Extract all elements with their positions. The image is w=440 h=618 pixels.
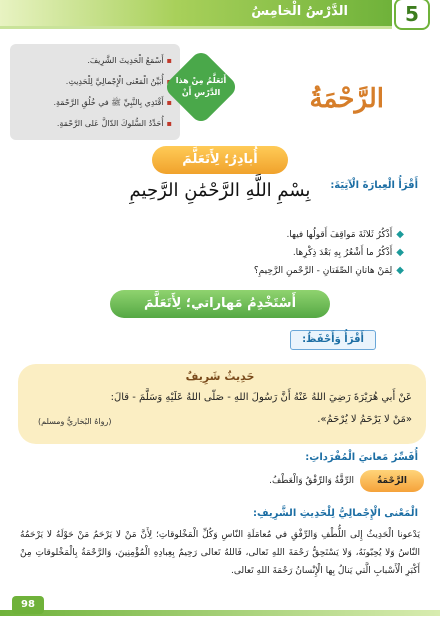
vocab-heading: أُفَسِّرُ مَعانيَ الْمُفْرَداتِ: — [305, 452, 418, 463]
diamond-bullet-icon: ◆ — [396, 265, 404, 276]
bullet-icon: ▪ — [166, 119, 172, 128]
read-memorize-tag: أَقْرَأُ وَأَحْفَظُ: — [290, 330, 376, 350]
hadith-source: (رواهُ البُخاريُّ ومسلم) — [38, 417, 112, 426]
diamond-bullet-icon: ◆ — [396, 229, 404, 240]
vocab-word: الرَّحْمَةُ — [360, 470, 424, 492]
bullet-icon: ▪ — [166, 98, 172, 107]
hadith-narration: عَنْ أَبي هُرَيْرَةَ رَضِيَ اللهُ عَنْهُ أَنَّ رَسُولَ اللهِ - صَلّى اللهُ عَلَيْهِ وَسَلَّمَ - قالَ: — [110, 392, 412, 403]
question-item: ◆لِمَنْ هاتانِ الصِّفَتانِ - الرَّحْمنِ الرَّحِيمِ؟ — [253, 265, 404, 276]
objectives-badge — [166, 52, 236, 122]
header-bar — [0, 0, 440, 30]
meaning-heading: الْمَعْنى الْإِجْمالِيُّ لِلْحَدِيثِ الشَّرِيفِ: — [253, 508, 418, 519]
objective-item: ▪أَقْتَدِي بِالنَّبِيِّ ﷺ في خُلُقِ الرَّحْمَةِ. — [53, 98, 172, 107]
page-number: 98 — [12, 596, 44, 614]
section-header-start: أُبادِرُ؛ لِأَتَعَلَّمَ — [152, 146, 288, 174]
objective-item: أُبَيِّنُ الْمَعْنى الْإِجْمالِيَّ لِلْحَدِيثِ. — [18, 71, 172, 92]
lesson-number-badge: 5 — [394, 0, 430, 30]
footer-bar — [0, 598, 440, 618]
objective-item: ▪أُحَدِّدُ السُّلوكَ الدّالَّ عَلى الرَّحْمَةِ. — [56, 119, 172, 128]
objectives-badge-text: أَتَعَلَّمُ مِنْ هذا الدَّرْسِ أَنْ — [175, 76, 227, 97]
lesson-label: الدَّرْسُ الْخامِسُ — [251, 4, 348, 19]
read-instruction: أَقْرَأُ الْعِبارَةَ الْآتِيَةَ: — [330, 180, 418, 191]
objective-item: ▪أَسْمَعُ الْحَدِيثَ الشَّرِيفَ. — [87, 56, 172, 65]
bullet-icon: ▪ — [166, 56, 172, 65]
hadith-title: حَدِيثٌ شَرِيفٌ — [185, 370, 255, 383]
header-stripe — [0, 26, 392, 29]
question-list — [254, 226, 404, 280]
meaning-paragraph: يَدْعونا الْحَدِيثُ إِلى اللُّطْفِ وَالرِّفْقِ في مُعامَلَةِ النّاسِ وَكُلِّ الْمَخْلوقاتِ؛ لِأَنَّ مَنْ لا يَرْحَمُ مَنْ حَوْلَهُ لا يَرْحَمُهُ النّاسُ وَلا يُحِبّونَهُ، وَلا يَسْتَحِقُّ رَحْمَةَ اللهِ تَعالى، فَاللهُ تَعالى رَحِيمٌ بِعِبادِهِ الْمُؤْمِنِينَ، وَالرَّحْمَةُ بِالْمَخْلوقاتِ مِنْ أَكْبَرِ الْأَسْبابِ الَّتي يَنالُ بِها الْإِنْسانُ رَحْمَةَ اللهِ تَعالى. — [20, 530, 420, 576]
section-header-skills: أَسْتَخْدِمُ مَهاراتي؛ لِأَتَعَلَّمَ — [110, 290, 330, 318]
lesson-title: الرَّحْمَةُ — [309, 84, 384, 114]
objectives-box — [10, 44, 180, 140]
basmala-text: بِسْمِ اللَّهِ الرَّحْمَٰنِ الرَّحِيمِ — [129, 180, 311, 201]
vocab-meaning: الرِّقَّةُ وَالرِّفْقُ وَالْعَطْفُ. — [269, 476, 354, 486]
footer-line — [0, 610, 440, 616]
hadith-text: «مَنْ لا يَرْحَمُ لا يُرْحَمُ». — [317, 414, 412, 425]
question-item: ◆أَذْكُرُ ثَلاثَةَ مَواقِفَ أَقولُها فيها. — [286, 229, 404, 240]
question-item: ◆أَذْكُرُ ما أَشْعُرُ بِهِ بَعْدَ ذِكْرِها. — [292, 247, 404, 258]
vocab-row — [44, 470, 424, 492]
diamond-bullet-icon: ◆ — [396, 247, 404, 258]
